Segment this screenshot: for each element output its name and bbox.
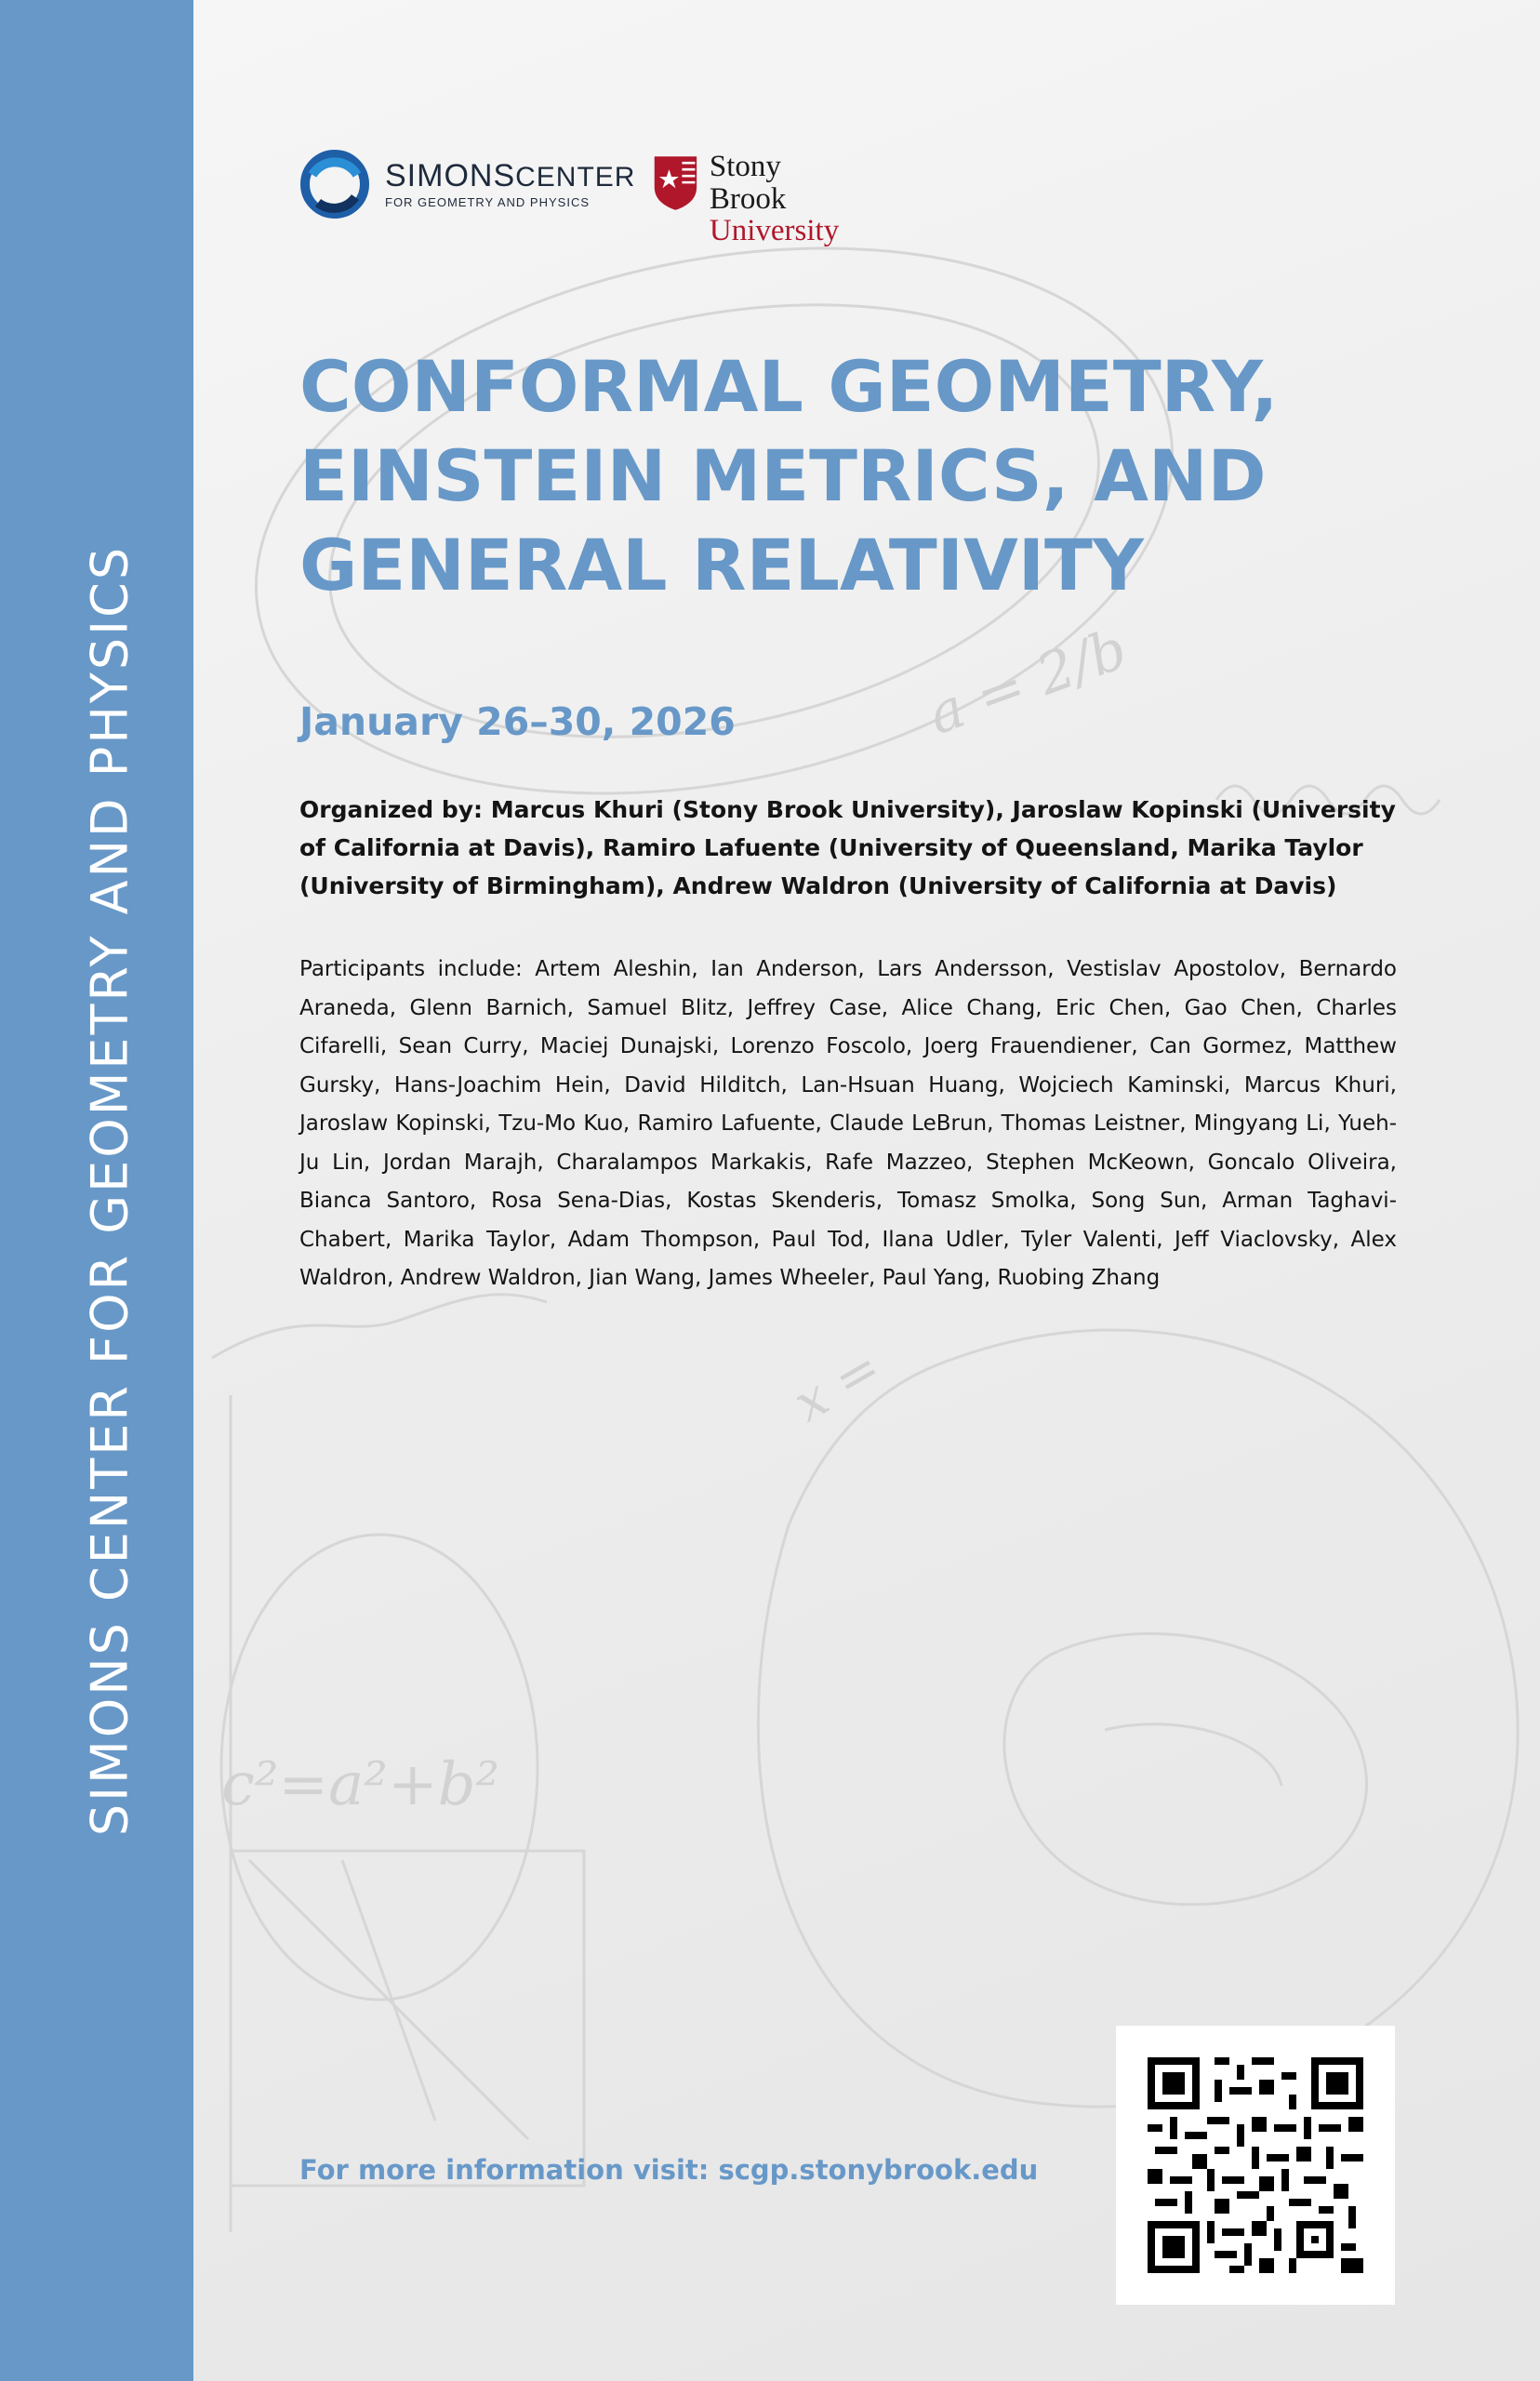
- simons-subtitle: FOR GEOMETRY AND PHYSICS: [385, 194, 591, 209]
- event-date: January 26–30, 2026: [299, 699, 736, 744]
- stony-brook-name: Stony Brook: [709, 150, 787, 216]
- stony-brook-logo[interactable]: [653, 151, 845, 247]
- participants-text: Participants include: Artem Aleshin, Ian Anderson, Lars Andersson, Vestislav Apostolov, Bernardo Araneda, Glenn Barnich, Samuel Blitz, Jeffrey Case, Alice Chang, Eric Chen, Gao Chen, Charles Cifarelli, Sean Curry, Maciej Dunajski, Lorenzo Foscolo, Joerg Frauendiener, Can Gormez, Matthew Gursky, Hans-Joachim Hein, David Hilditch, Lan-Hsuan Huang, Wojciech Kaminski, Marcus Khuri, Jaroslaw Kopinski, Tzu-Mo Kuo, Ramiro Lafuente, Claude LeBrun, Thomas Leistner, Mingyang Li, Yueh-Ju Lin, Jordan Marajh, Charalampos Markakis, Rafe Mazzeo, Stephen McKeown, Goncalo Oliveira, Bianca Santoro, Rosa Sena-Dias, Kostas Skenderis, Tomasz Smolka, Song Sun, Arman Taghavi-Chabert, Marika Taylor, Adam Thompson, Paul Tod, Ilana Udler, Tyler Valenti, Jeff Viaclovsky, Alex Waldron, Andrew Waldron, Jian Wang, James Wheeler, Paul Yang, Ruobing Zhang: [299, 957, 1397, 1290]
- more-info-link[interactable]: For more information visit: scgp.stonybrook.edu: [299, 2154, 1039, 2186]
- sidebar-title: SIMONS CENTER FOR GEOMETRY AND PHYSICS: [80, 544, 139, 1837]
- stony-brook-shield-icon: [653, 151, 698, 216]
- title-line-1: CONFORMAL GEOMETRY,: [299, 345, 1279, 428]
- bg-formula-top: a = 2/b: [920, 616, 1135, 749]
- bg-formula-pythagoras: c²=a²+b²: [221, 1750, 500, 1819]
- stony-brook-university: University: [709, 214, 840, 248]
- bg-formula-mid: x =: [783, 1337, 892, 1435]
- sidebar: [0, 0, 193, 2381]
- qr-code[interactable]: [1116, 2026, 1395, 2305]
- title-line-2: EINSTEIN METRICS, AND: [299, 434, 1267, 517]
- simons-name-part1: SIMONS: [385, 157, 516, 193]
- simons-center-logo[interactable]: [299, 149, 635, 219]
- simons-center-emblem-icon: [299, 149, 370, 219]
- simons-name-part2: CENTER: [515, 161, 636, 193]
- title-line-3: GENERAL RELATIVITY: [299, 524, 1144, 606]
- organizers-text: Organized by: Marcus Khuri (Stony Brook University), Jaroslaw Kopinski (University of California at Davis), Ramiro Lafuente (University of Queensland, Marika Taylor (University of Birmingham), Andrew Waldron (University of California at Davis): [299, 796, 1396, 899]
- qr-code-icon: [1148, 2057, 1363, 2273]
- event-title: [299, 342, 1369, 610]
